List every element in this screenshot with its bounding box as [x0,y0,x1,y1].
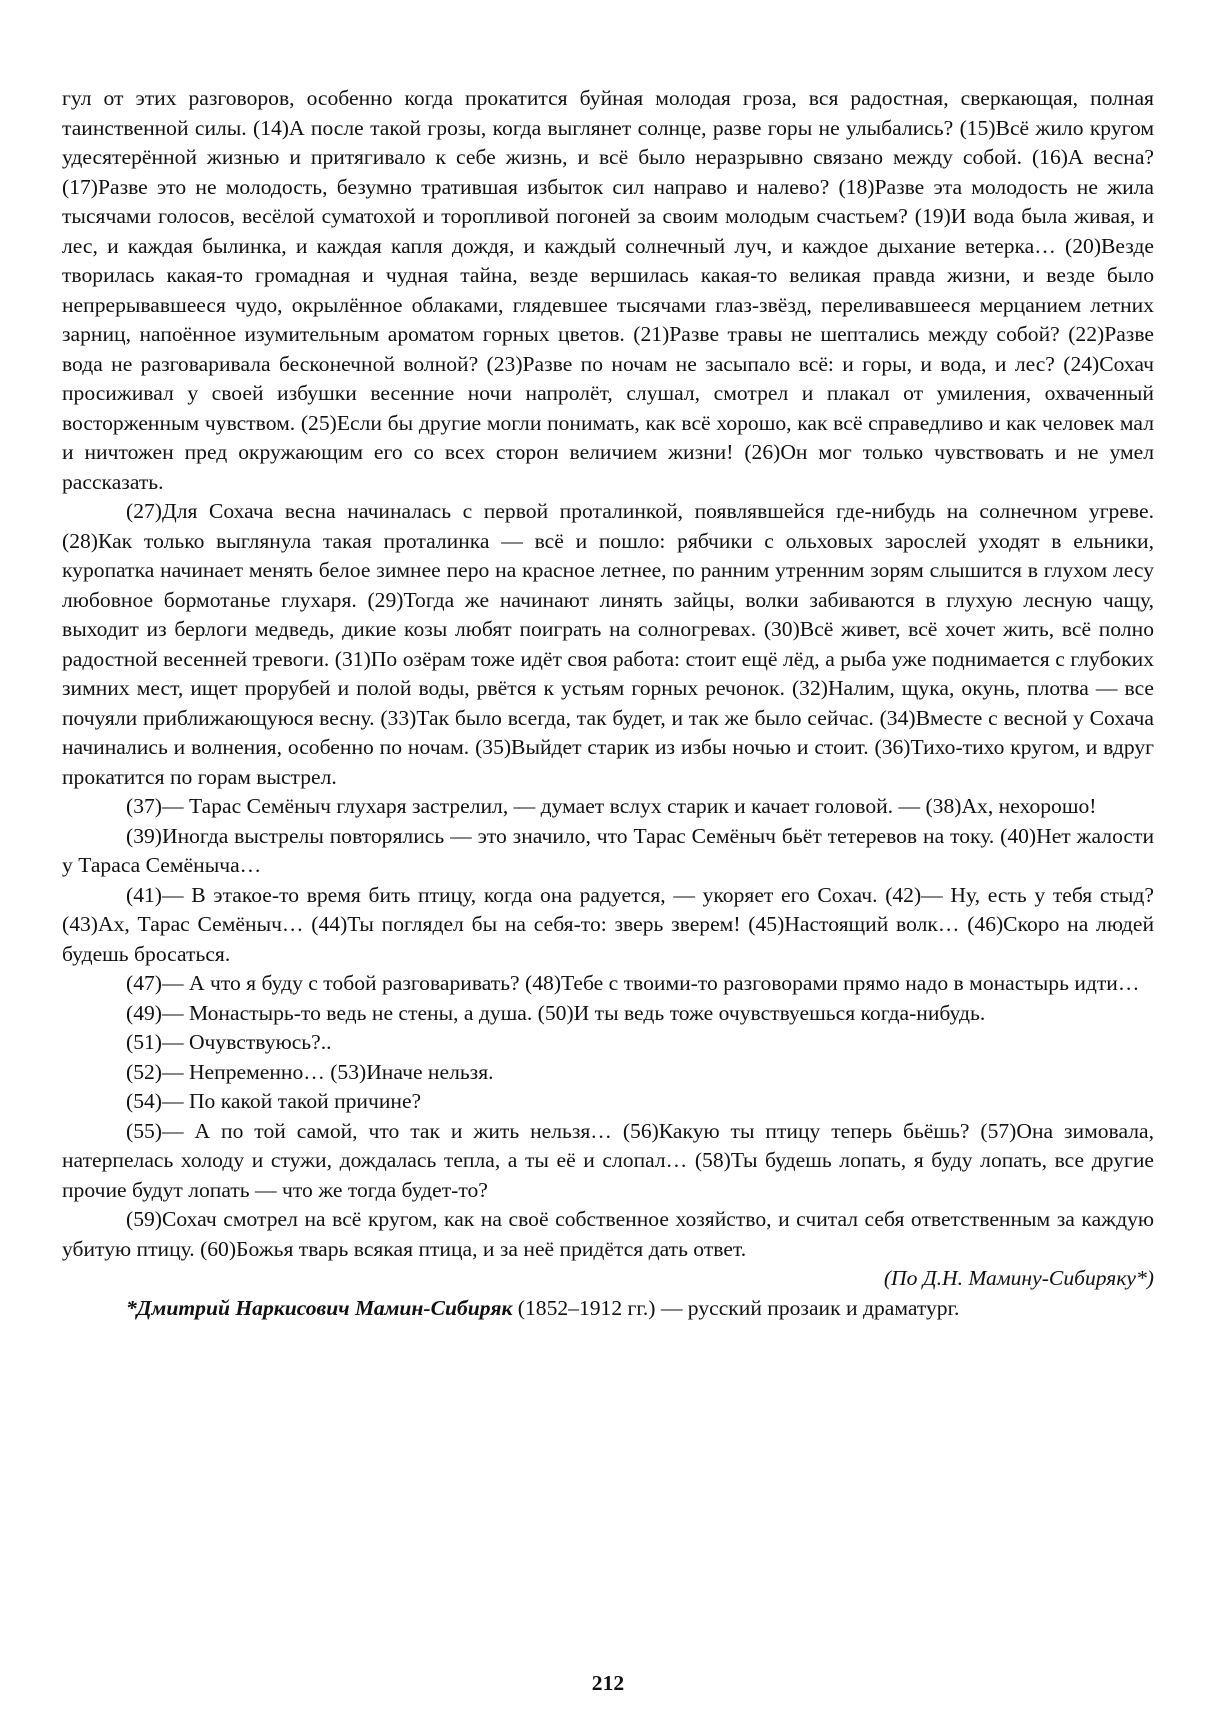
text-body [62,84,1154,1323]
source-attribution: (По Д.Н. Мамину-Сибиряку*) [883,1266,1154,1290]
paragraph-10: (54)— По какой такой причине? [126,1089,422,1113]
paragraph-5: (41)— В этакое-то время бить птицу, когда она радуется, — укоряет его Сохач. (42)— Ну, есть у тебя стыд? (43)Ах, Тарас Семёныч… (44)Ты поглядел бы на себя-то: зверь зверем! (45)Настоящий волк… (46)Скоро на людей будешь бросаться. [62,882,1154,966]
paragraph-4: (39)Иногда выстрелы повторялись — это значило, что Тарас Семёныч бьёт тетеревов на току. (40)Нет жалости у Тараса Семёныча… [62,823,1154,877]
paragraph-8: (51)— Очувствуюсь?.. [126,1030,332,1054]
paragraph-7: (49)— Монастырь-то ведь не стены, а душа. (50)И ты ведь тоже очувствуешься когда-нибудь. [126,1000,986,1025]
author-footnote [62,1294,1154,1324]
paragraph-1: гул от этих разговоров, особенно когда прокатится буйная молодая гроза, вся радостная, сверкающая, полная таинственной силы. (14)А после такой грозы, когда выглянет солнце, разве горы не улыбались? (15)Всё жило кругом удесятерённой жизнью и притягивало к себе жизнь, и всё было неразрывно связано между собой. (16)А весна? (17)Разве это не молодость, безумно тратившая избыток сил направо и налево? (18)Разве эта молодость не жила тысячами голосов, весёлой суматохой и торопливой погоней за своим молодым счастьем? (19)И вода была живая, и лес, и каждая былинка, и каждая капля дождя, и каждый солнечный луч, и каждое дыхание ветерка… (20)Везде творилась какая-то громадная и чудная тайна, везде вершилась какая-то великая правда жизни, и везде было непрерывавшееся чудо, окрылённое облаками, глядевшее тысячами глаз-звёзд, переливавшееся мерцанием летних зарниц, напоённое изумительным ароматом горных цветов. (21)Разве травы не шептались между собой? (22)Разве вода не разговаривала бесконечной волной? (23)Разве по ночам не засыпало всё: и горы, и вода, и лес? (24)Сохач просиживал у своей избушки весенние ночи напролёт, слушал, смотрел и плакал от умиления, охваченный восторженным чувством. (25)Если бы другие могли понимать, как всё хорошо, как всё справедливо и как человек мал и ничтожен пред окружающим его со всех сторон величием жизни! (26)Он мог только чувствовать и не умел рассказать. [62,86,1154,494]
paragraph-9: (52)— Непременно… (53)Иначе нельзя. [126,1059,494,1084]
footnote-author-name: *Дмитрий Наркисович Мамин-Сибиряк [126,1295,513,1320]
paragraph-2: (27)Для Сохача весна начиналась с первой проталинкой, появлявшейся где-нибудь на солнечном угреве. (28)Как только выглянула такая проталинка — всё и пошло: рябчики с ольховых зарослей уходят в ельники, куропатка начинает менять белое зимнее перо на красное летнее, по ранним утренним зорям слышится в глухом лесу любовное бормотанье глухаря. (29)Тогда же начинают линять зайцы, волки забиваются в глухую лесную чащу, выходит из берлоги медведь, дикие козы любят поиграть на солногревах. (30)Всё живет, всё хочет жить, всё полно радостной весенней тревоги. (31)По озёрам тоже идёт своя работа: стоит ещё лёд, а рыба уже поднимается с глубоких зимних мест, ищет прорубей и полой воды, рвётся к устьям горных речонок. (32)Налим, щука, окунь, плотва — все почуяли приближающуюся весну. (33)Так было всегда, так будет, и так же было сейчас. (34)Вместе с весной у Сохача начинались и волнения, особенно по ночам. (35)Выйдет старик из избы ночью и стоит. (36)Тихо-тихо кругом, и вдруг прокатится по горам выстрел. [62,499,1154,789]
paragraph-11: (55)— А по той самой, что так и жить нельзя… (56)Какую ты птицу теперь бьёшь? (57)Она зимовала, натерпелась холоду и стужи, дождалась тепла, а ты её и слопал… (58)Ты будешь лопать, я буду лопать, все другие прочие будут лопать — что же тогда будет-то? [62,1118,1154,1202]
page-number: 212 [591,1671,625,1695]
paragraph-3: (37)— Тарас Семёныч глухаря застрелил, — думает вслух старик и качает головой. — (38)Ах, нехорошо! [126,794,1097,818]
paragraph-12: (59)Сохач смотрел на всё кругом, как на своё собственное хозяйство, и считал себя ответственным за каждую убитую птицу. (60)Божья тварь всякая птица, и за неё придётся дать ответ. [62,1207,1154,1261]
footnote-author-details: (1852–1912 гг.) — русский прозаик и драматург. [512,1295,960,1320]
paragraph-6: (47)— А что я буду с тобой разговаривать? (48)Тебе с твоими-то разговорами прямо надо в монастырь идти… [126,971,1140,995]
